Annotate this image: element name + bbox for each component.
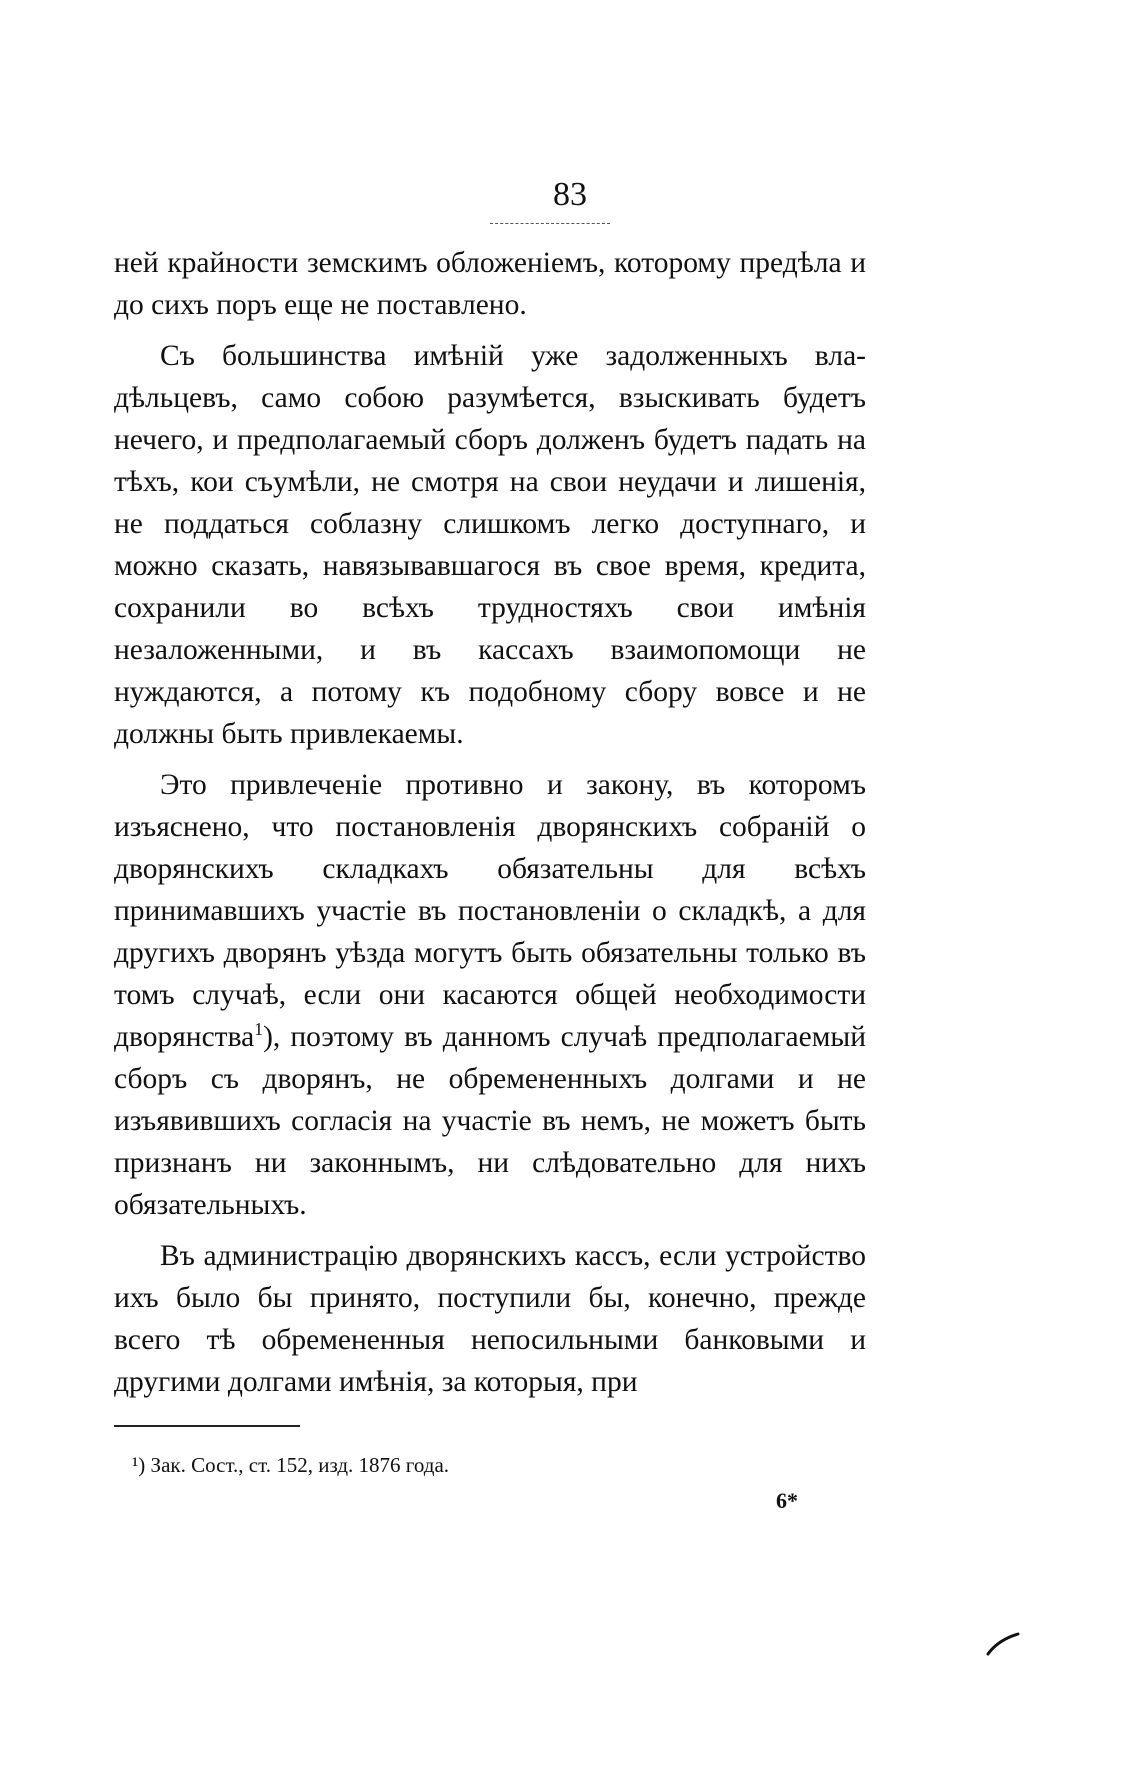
body-text: [114, 242, 866, 1403]
footnote: [132, 1452, 449, 1478]
footnote-marker: ¹): [132, 1453, 146, 1477]
paragraph-1: ней крайности земскимъ обложеніемъ, которому предѣла и до сихъ поръ еще не поставлено.: [114, 247, 866, 321]
printer-signature-mark: 6*: [776, 1488, 798, 1513]
footnote-text: Зак. Сост., ст. 152, изд. 1876 года.: [150, 1453, 450, 1477]
ink-stroke-mark: [984, 1630, 1024, 1658]
paragraph-3-text: Это привлеченіе противно и закону, въ которомъ изъяснено, что постановленія дворянскихъ собраній о дворянскихъ складкахъ обязательны для всѣхъ принимавшихъ участіе въ постановленіи о складкѣ, а для другихъ дворянъ уѣзда могутъ быть обязательны только въ томъ случаѣ, если они касаются общей необходимости дворянства: [114, 769, 866, 1053]
paragraph-2: Съ большинства имѣній уже задолженныхъ владѣльцевъ, само собою разумѣется, взыскивать будетъ нечего, и предполагаемый сборъ долженъ будетъ падать на тѣхъ, кои съумѣли, не смотря на свои неудачи и лишенія, не поддаться соблазну слишкомъ легко доступнаго, и можно сказать, навязывавшагося въ свое время, кредита, сохранили во всѣхъ трудностяхъ свои имѣнія незаложенными, и въ кассахъ взаимопомощи не нуждаются, а потому къ подобному сбору вовсе и не должны быть привлекаемы.: [114, 340, 866, 750]
footnote-rule: [114, 1425, 300, 1427]
paragraph-3-continuation: ), поэтому въ данномъ случаѣ предполагаемый сборъ съ дворянъ, не обремененныхъ долгами и не изъявившихъ согласія на участіе въ немъ, не можетъ быть признанъ ни законнымъ, ни слѣдовательно для нихъ обязательныхъ.: [114, 1021, 866, 1221]
paragraph-3: [114, 764, 866, 1226]
footnote-reference: 1: [254, 1019, 264, 1040]
page-number-rule: [490, 223, 610, 224]
page-number: 83: [553, 176, 587, 213]
paragraph-4: Въ администрацію дворянскихъ кассъ, если устройство ихъ было бы принято, поступили бы, конечно, прежде всего тѣ обремененныя непосильными банковыми и другими долгами имѣнія, за которыя, при: [114, 1240, 866, 1398]
